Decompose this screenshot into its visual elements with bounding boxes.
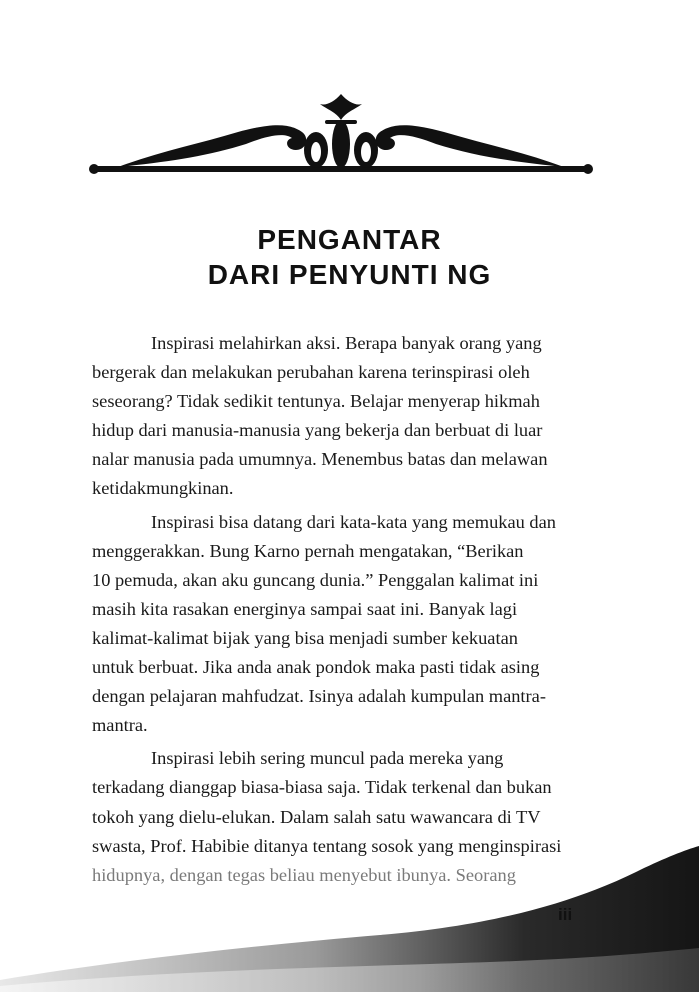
paragraph-2-line: dengan pelajaran mahfudzat. Isinya adalah kumpulan mantra- xyxy=(92,686,546,707)
paragraph-2-line: 10 pemuda, akan aku guncang dunia.” Penggalan kalimat ini xyxy=(92,569,539,590)
page-number: iii xyxy=(558,905,573,924)
paragraph-1-line: seseorang? Tidak sedikit tentunya. Belajar menyerap hikmah xyxy=(92,391,540,412)
paragraph-2-line: kalimat-kalimat bijak yang bisa menjadi sumber kekuatan xyxy=(92,627,518,648)
paragraph-1-line: nalar manusia pada umumnya. Menembus batas dan melawan xyxy=(92,449,548,470)
page-title-line-2: DARI PENYUNTI NG xyxy=(207,259,492,290)
paragraph-2-line: untuk berbuat. Jika anda anak pondok maka pasti tidak asing xyxy=(92,657,540,678)
paragraph-3-line: Inspirasi lebih sering muncul pada mereka yang xyxy=(151,748,504,769)
paragraph-2-line: masih kita rasakan energinya sampai saat ini. Banyak lagi xyxy=(92,598,518,619)
paragraph-1-line: bergerak dan melakukan perubahan karena terinspirasi oleh xyxy=(92,362,530,383)
paragraph-3-line: terkadang dianggap biasa-biasa saja. Tidak terkenal dan bukan xyxy=(92,777,552,798)
paragraph-2-line: Inspirasi bisa datang dari kata-kata yang memukau dan xyxy=(151,511,556,532)
paragraph-2-line: menggerakkan. Bung Karno pernah mengatakan, “Berikan xyxy=(92,540,524,561)
decorative-wave-shape xyxy=(0,840,699,992)
paragraph-1-line: Inspirasi melahirkan aksi. Berapa banyak orang yang xyxy=(151,333,542,353)
paragraph-1-line: ketidakmungkinan. xyxy=(92,478,234,499)
paragraph-3-line: tokoh yang dielu-elukan. Dalam salah satu wawancara di TV xyxy=(92,806,541,827)
decorative-ornament-icon xyxy=(88,92,594,182)
page-title-line-1: PENGANTAR xyxy=(257,224,442,255)
paragraph-1-line: hidup dari manusia-manusia yang bekerja dan berbuat di luar xyxy=(92,420,543,441)
paragraph-3-line: swasta, Prof. Habibie ditanya tentang sosok yang menginspirasi xyxy=(92,835,562,856)
body-text xyxy=(92,329,612,890)
paragraph-2-line: mantra. xyxy=(92,715,148,736)
paragraph-3-line: hidupnya, dengan tegas beliau menyebut ibunya. Seorang xyxy=(92,864,516,885)
